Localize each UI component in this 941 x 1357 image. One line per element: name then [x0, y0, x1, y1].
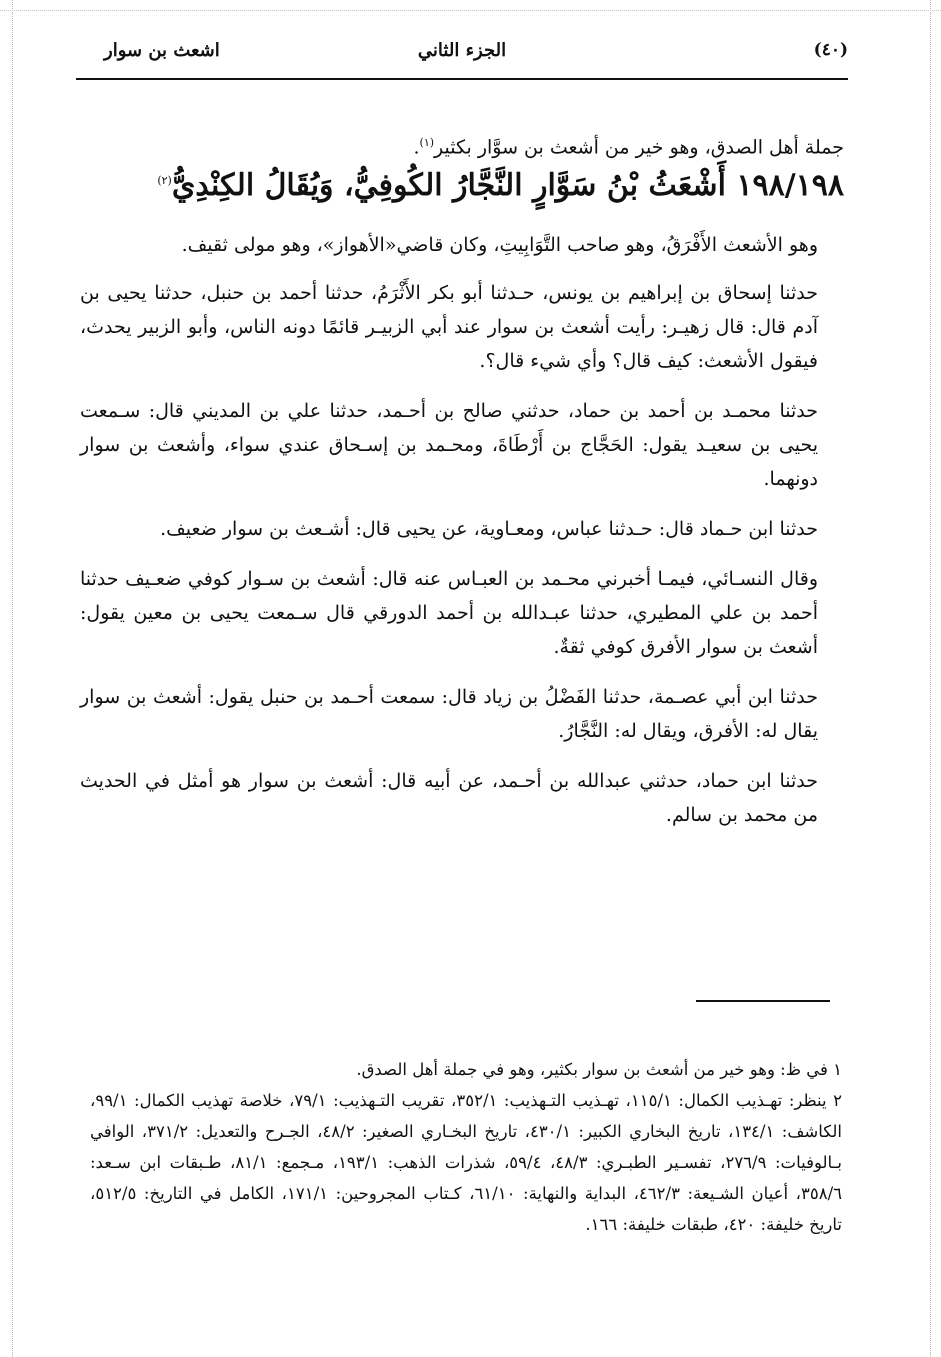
volume-title: الجزء الثاني: [417, 40, 507, 61]
footnote-2: ٢ ينظر: تهـذيب الكمال: ١١٥/١، تهـذيب التـهذيب: ٣٥٢/١، تقريب التـهذيب: ٧٩/١، خلاصة تهذيب الكمال: ٩٩/١، الكاشف: ١٣٤/١، تاريخ البخاري الكبير: ٤٣٠/١، تاريخ البخـاري الصغير: ٤٨/٢، الجـرح والتعديل: ٣٧١/٢، الوافي بـالوفيات: ٢٧٦/٩، تفسـير الطبـري: ٤٨/٣، ٥٩/٤، شذرات الذهب: ١٩٣/١، مـجمع: ٨١/١، طـبقات ابن سـعد: ٣٥٨/٦، أعيان الشـيعة: ٤٦٢/٣، البداية والنهاية: ٦١/١٠، كـتاب المجروحين: ١٧١/١، الكامل في التاريخ: ٥١٢/٥، تاريخ خليفة: ٤٢٠، طبقات خليفة: ١٦٦.: [90, 1091, 843, 1234]
running-title: اشعث بن سوار: [104, 40, 220, 61]
scan-border-top: [0, 10, 941, 11]
paragraph-7: حدثنا ابن حماد، حدثني عبدالله بن أحـمد، عن أبيه قال: أشعث بن سوار هو أمثل في الحديث من محمد بن سالم.: [80, 770, 818, 826]
intro-line: جملة أهل الصدق، وهو خير من أشعث بن سوَّار بكثير$^{(١)}$.: [413, 136, 844, 159]
footnote-1: ١ في ظ: وهو خير من أشعث بن سوار بكثير، وهو في جملة أهل الصدق.: [356, 1060, 842, 1079]
entry-title: [80, 158, 844, 209]
paragraph-5: وقال النسـائي، فيمـا أخبرني محـمد بن العبـاس عنه قال: أشعث بن سـوار كوفي ضعـيف حدثنا أحمد بن علي المطيري، حدثنا عبـدالله بن أحمد الدورقي قال سـمعت يحيى بن معين يقول: أشعث بن سوار الأفرق كوفي ثقةٌ.: [80, 568, 818, 658]
header-rule: [76, 78, 848, 80]
paragraph-6: حدثنا ابن أبي عصـمة، حدثنا الفَضْلُ بن زياد قال: سمعت أحـمد بن حنبل يقول: أشعث بن سوار يقال له: الأفرق، ويقال له: النَّجَّارُ.: [80, 686, 818, 742]
intro-text: جملة أهل الصدق، وهو خير من أشعث بن سوَّار بكثير: [434, 136, 844, 159]
entry-title-text: ١٩٨/١٩٨ أَشْعَثُ بْنُ سَوَّارٍ النَّجَّارُ الكُوفِيُّ، وَيُقَالُ الكِنْدِيُّ: [171, 168, 844, 203]
paragraph-4: حدثنا ابن حـماد قال: حـدثنا عباس، ومعـاوية، عن يحيى قال: أشـعث بن سوار ضعيف.: [160, 518, 818, 540]
footnote-rule: [696, 1000, 830, 1002]
main-text: [80, 228, 844, 832]
scan-border-right: [930, 0, 931, 1357]
footnote-ref-1: (١): [419, 136, 435, 149]
page-number: (٤٠): [813, 40, 848, 60]
scan-border-left: [12, 0, 13, 1357]
paragraph-2: حدثنا إسحاق بن إبراهيم بن يونس، حـدثنا أبو بكر الأَثْرَمُ، حدثنا أحمد بن حنبل، حدثنا يحيى بن آدم قال: قال زهيـر: رأيت أشعث بن سوار عند أبي الزبيـر قائمًا دونه الناس، وأبو الزبير يحدث، فيقول الأشعث: كيف قال؟ وأي شيء قال؟.: [80, 282, 818, 372]
footnotes: [90, 1054, 842, 1240]
paragraph-3: حدثنا محمـد بن أحمد بن حماد، حدثني صالح بن أحـمد، حدثنا علي بن المديني قال: سـمعت يحيى بن سعيـد يقول: الحَجَّاج بن أَرْطَاةَ، ومحـمد بن إسـحاق عندي سواء، وأشعث بن سوار دونهما.: [80, 400, 818, 490]
footnote-ref-2: (٢): [157, 174, 172, 187]
paragraph-1: وهو الأشعث الأَفْرَقُ، وهو صاحب التَّوَابِيتِ، وكان قاضي«الأهواز»، وهو مولى ثقيف.: [181, 234, 818, 256]
page-header: [76, 34, 848, 80]
